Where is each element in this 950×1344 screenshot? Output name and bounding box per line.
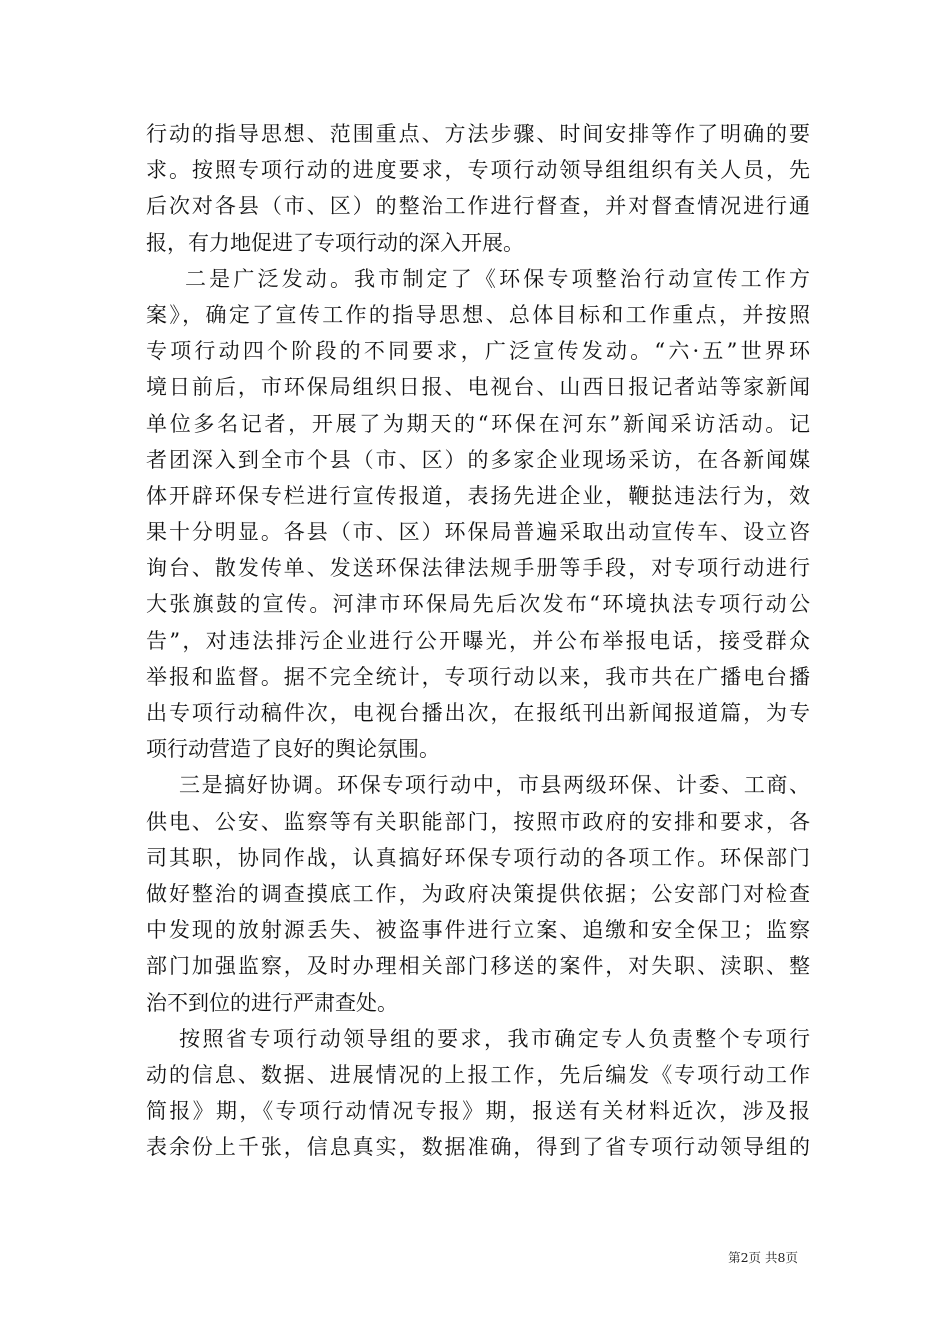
paragraph bbox=[146, 116, 810, 261]
text-line: 部门加强监察，及时办理相关部门移送的案件，对失职、渎职、整 bbox=[146, 954, 810, 979]
paragraph bbox=[146, 261, 810, 768]
text-line: 按照省专项行动领导组的要求，我市确定专人负责整个专项行 bbox=[179, 1026, 810, 1051]
text-line: 询台、散发传单、发送环保法律法规手册等手段，对专项行动进行 bbox=[146, 556, 810, 581]
text-line: 果十分明显。各县（市、区）环保局普遍采取出动宣传车、设立咨 bbox=[146, 520, 810, 545]
text-line: 后次对各县（市、区）的整治工作进行督查，并对督查情况进行通 bbox=[146, 194, 810, 219]
text-line: 二是广泛发动。我市制定了《环保专项整治行动宣传工作方 bbox=[185, 266, 810, 291]
page-number: 第2页 共8页 bbox=[728, 1250, 798, 1265]
text-line: 项行动营造了良好的舆论氛围。 bbox=[146, 737, 440, 762]
text-line: 报，有力地促进了专项行动的深入开展。 bbox=[146, 230, 524, 255]
document-body bbox=[146, 116, 810, 1165]
paragraph bbox=[146, 1021, 810, 1166]
text-line: 表余份上千张，信息真实，数据准确，得到了省专项行动领导组的 bbox=[146, 1135, 810, 1160]
text-line: 者团深入到全市个县（市、区）的多家企业现场采访，在各新闻媒 bbox=[146, 447, 810, 472]
text-line: 做好整治的调查摸底工作，为政府决策提供依据；公安部门对检查 bbox=[146, 881, 810, 906]
text-line: 三是搞好协调。环保专项行动中，市县两级环保、计委、工商、 bbox=[179, 773, 810, 798]
text-line: 专项行动四个阶段的不同要求，广泛宣传发动。“六·五”世界环 bbox=[146, 339, 810, 364]
text-line: 举报和监督。据不完全统计，专项行动以来，我市共在广播电台播 bbox=[146, 664, 810, 689]
text-line: 中发现的放射源丢失、被盗事件进行立案、追缴和安全保卫；监察 bbox=[146, 918, 810, 943]
text-line: 简报》期，《专项行动情况专报》期，报送有关材料近次，涉及报 bbox=[146, 1099, 810, 1124]
text-line: 告”，对违法排污企业进行公开曝光，并公布举报电话，接受群众 bbox=[146, 628, 810, 653]
text-line: 大张旗鼓的宣传。河津市环保局先后次发布“环境执法专项行动公 bbox=[146, 592, 810, 617]
paragraph bbox=[146, 767, 810, 1020]
text-line: 动的信息、数据、进展情况的上报工作，先后编发《专项行动工作 bbox=[146, 1062, 810, 1087]
text-line: 治不到位的进行严肃查处。 bbox=[146, 990, 398, 1015]
text-line: 司其职，协同作战，认真搞好环保专项行动的各项工作。环保部门 bbox=[146, 845, 810, 870]
text-line: 供电、公安、监察等有关职能部门，按照市政府的安排和要求，各 bbox=[146, 809, 810, 834]
text-line: 体开辟环保专栏进行宣传报道，表扬先进企业，鞭挞违法行为，效 bbox=[146, 483, 810, 508]
text-line: 单位多名记者，开展了为期天的“环保在河东”新闻采访活动。记 bbox=[146, 411, 810, 436]
text-line: 求。按照专项行动的进度要求，专项行动领导组组织有关人员，先 bbox=[146, 158, 810, 183]
text-line: 行动的指导思想、范围重点、方法步骤、时间安排等作了明确的要 bbox=[146, 122, 810, 146]
text-line: 出专项行动稿件次，电视台播出次，在报纸刊出新闻报道篇，为专 bbox=[146, 701, 810, 725]
text-line: 境日前后，市环保局组织日报、电视台、山西日报记者站等家新闻 bbox=[146, 375, 810, 400]
text-line: 案》，确定了宣传工作的指导思想、总体目标和工作重点，并按照 bbox=[146, 302, 810, 327]
